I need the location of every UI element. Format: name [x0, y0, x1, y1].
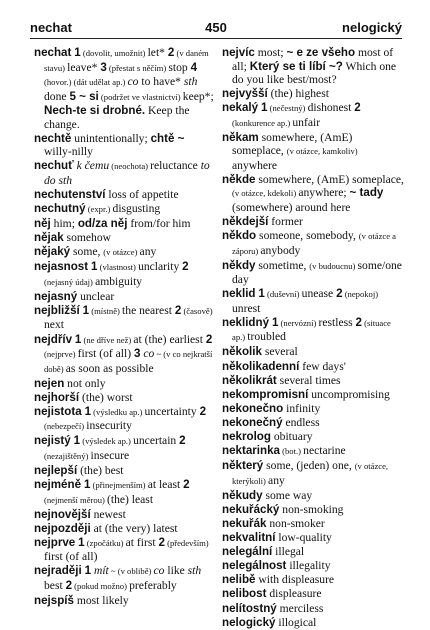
dictionary-entry — [222, 430, 404, 444]
entry-text: (hovor.) (dát udělat ap.) — [44, 77, 128, 87]
entry-text: somewhere, (AmE) someplace, — [232, 130, 353, 158]
entry-text: (vlastnost) — [97, 262, 139, 273]
entry-headword: nejraději — [34, 564, 82, 578]
entry-text: (the) worst — [79, 390, 133, 404]
entry-text: (v otázce, kterýkoli) — [232, 461, 389, 486]
entry-headword: několikadenní — [222, 359, 300, 373]
entry-text: the nearest — [122, 303, 175, 317]
dictionary-entry — [222, 173, 404, 215]
entry-text: Keep the change. — [44, 104, 190, 131]
dictionary-entry — [222, 316, 404, 345]
entry-text: 1 — [78, 535, 85, 549]
entry-text: at first — [125, 535, 159, 549]
entry-text: newest — [90, 507, 126, 521]
entry-text: non-smoking — [279, 502, 344, 516]
entry-text: 2 — [179, 434, 186, 448]
entry-text: ~ tady — [349, 186, 384, 200]
entry-headword: nechutenství — [34, 187, 106, 201]
entry-text: few days' — [299, 359, 346, 373]
dictionary-entry — [222, 259, 404, 287]
entry-text: 2 — [205, 332, 213, 346]
entry-text: (nepokoj) — [342, 289, 379, 300]
entry-text: 1 — [73, 434, 81, 448]
entry-text: illegal — [272, 545, 305, 559]
entry-text: 3 — [100, 60, 107, 74]
entry-text: non-smoker — [266, 516, 325, 530]
entry-text: with displeasure — [255, 573, 335, 587]
dictionary-entry — [34, 564, 214, 593]
dictionary-entry — [34, 231, 214, 245]
entry-text: 5 ~ si — [69, 89, 99, 103]
dictionary-entry — [222, 531, 404, 545]
dictionary-entry — [34, 594, 214, 608]
entry-text: 1 — [84, 564, 92, 578]
entry-headword: nejasný — [34, 289, 78, 303]
entry-text: (nejasný údaj) — [44, 276, 96, 287]
entry-text: disgusting — [112, 201, 161, 215]
entry-text: first (of all) — [44, 550, 98, 564]
dictionary-entry — [222, 517, 404, 531]
entry-text: 2 — [355, 315, 362, 329]
entry-text: from/for him — [127, 216, 191, 230]
entry-text: (duševní) — [264, 289, 302, 300]
dictionary-entry — [222, 573, 404, 587]
entry-text: (časově) — [181, 305, 213, 316]
entry-headword: někdejší — [222, 214, 269, 228]
dictionary-entry — [222, 388, 404, 402]
entry-headword: nejistý — [34, 434, 71, 448]
entry-text: ~ (v oblibě) — [108, 566, 154, 577]
dictionary-entry — [34, 508, 214, 522]
entry-text: 1 — [91, 260, 98, 274]
entry-headword: někudy — [222, 488, 263, 502]
entry-text: displeasure — [266, 587, 322, 601]
dictionary-entry — [222, 489, 404, 503]
entry-text: (the) least — [107, 492, 154, 506]
entry-text: mít — [93, 564, 109, 578]
entry-text: 1 — [83, 478, 91, 492]
entry-text: (ne dříve než) — [81, 334, 134, 345]
entry-headword: někdo — [222, 229, 257, 243]
entry-text: unease — [301, 287, 337, 301]
entry-text: to do sth — [44, 159, 210, 187]
entry-text: (bot.) — [280, 446, 304, 457]
entry-headword: nechuť — [34, 159, 74, 173]
entry-text: 2 — [174, 303, 182, 317]
dictionary-entry — [34, 304, 214, 332]
dictionary-entry — [222, 101, 404, 130]
entry-text: (somewhere) around here — [232, 200, 351, 214]
entry-text: (the) highest — [267, 87, 329, 101]
dictionary-entry — [222, 559, 404, 573]
entry-text: (místně) — [89, 305, 123, 316]
entry-text: several — [261, 345, 298, 359]
entry-text: willy-nilly — [44, 145, 93, 159]
entry-headword: nelogický — [222, 615, 276, 629]
entry-text: (v otázce a záporu) — [232, 231, 396, 256]
entry-text: sth — [187, 564, 202, 578]
entry-text: insecure — [90, 448, 130, 462]
entry-text: sth — [183, 75, 198, 88]
entry-text: (v daném stavu) — [44, 48, 209, 73]
entry-headword: nejistota — [34, 404, 82, 418]
entry-text: 1 — [271, 315, 279, 329]
entry-text: 2 — [336, 287, 343, 301]
entry-text: at (the very) latest — [90, 521, 178, 535]
dictionary-entry — [34, 478, 214, 507]
header-last-word: nelogický — [342, 20, 402, 35]
entry-headword: někam — [222, 130, 259, 144]
entry-text: most likely — [73, 594, 129, 608]
dictionary-entry — [222, 459, 404, 488]
entry-headword: nejen — [34, 376, 65, 390]
entry-text: 1 — [74, 332, 82, 346]
entry-text: next — [44, 318, 64, 332]
entry-headword: někdy — [222, 258, 256, 272]
entry-headword: nekompromisní — [222, 387, 309, 401]
dictionary-entry — [222, 602, 404, 616]
entry-text: (v otázce, kamkoliv) — [286, 146, 358, 157]
entry-text: Which one do you like best/most? — [232, 59, 397, 86]
entry-text: someone, somebody, — [256, 229, 359, 243]
entry-text: some/one day — [232, 258, 402, 287]
entry-text: (konkurence ap.) — [232, 117, 293, 128]
entry-text: od/za něj — [77, 216, 128, 230]
entry-headword: několik — [222, 345, 262, 359]
entry-text: 2 — [199, 404, 207, 418]
dictionary-entry — [34, 217, 214, 231]
entry-text: (neochota) — [109, 161, 151, 172]
entry-text: Který se ti líbí ~? — [249, 59, 343, 73]
entry-text: (výsledku ap.) — [91, 406, 145, 417]
entry-text: illegality — [286, 559, 331, 573]
entry-text: (nejprve) — [44, 349, 78, 360]
entry-text: some way — [262, 488, 313, 502]
entry-text: as soon as possible — [65, 361, 154, 375]
entry-text: (především) — [164, 537, 209, 548]
entry-headword: nejspíš — [34, 594, 74, 608]
entry-headword: nekuřácký — [222, 502, 280, 516]
entry-text: (expr.) — [85, 203, 113, 214]
entry-headword: nelítostný — [222, 601, 277, 615]
entry-text: (zpočátku) — [84, 537, 126, 548]
entry-headword: nejnovější — [34, 507, 91, 521]
entry-text: 2 — [354, 101, 361, 115]
entry-text: most of all; — [232, 46, 394, 73]
entry-text: done — [44, 89, 70, 103]
dictionary-entry — [222, 374, 404, 388]
entry-text: dishonest — [307, 101, 355, 115]
entry-text: 2 — [167, 46, 175, 59]
entry-text: 1 — [84, 404, 92, 418]
entry-text: illogical — [275, 615, 317, 629]
entry-text: 1 — [261, 101, 268, 115]
entry-text: uncompromising — [308, 387, 390, 401]
dictionary-entry — [34, 46, 214, 131]
entry-text: at (the) earliest — [133, 332, 206, 346]
entry-text: reluctance — [150, 159, 201, 173]
entry-text: ~ e ze všeho — [286, 46, 356, 59]
dictionary-entry — [222, 545, 404, 559]
dictionary-entry — [222, 87, 404, 101]
entry-text: first (of all) — [77, 347, 134, 361]
entry-text: co — [153, 564, 165, 578]
entry-text: anywhere — [232, 158, 278, 172]
entry-text: 1 — [258, 287, 265, 301]
entry-headword: nekonečný — [222, 415, 283, 429]
dictionary-entry — [222, 46, 404, 87]
entry-text: sometime, — [255, 258, 310, 272]
dictionary-entry — [34, 405, 214, 434]
entry-text: infinity — [283, 401, 321, 415]
entry-headword: nechtě — [34, 131, 72, 145]
entry-headword: nejvyšší — [222, 87, 268, 101]
entry-text: any — [139, 245, 157, 259]
entry-text: several times — [276, 373, 341, 387]
entry-text: insecurity — [86, 419, 132, 433]
entry-headword: nejprve — [34, 535, 76, 549]
entry-text: like — [164, 564, 188, 578]
entry-text: best — [44, 578, 66, 592]
entry-text: him; — [50, 216, 78, 230]
entry-text: 3 — [134, 347, 141, 361]
entry-text: any — [268, 473, 285, 487]
entry-text: endless — [282, 415, 320, 429]
entry-headword: neklid — [222, 287, 256, 301]
entry-text: unfair — [292, 115, 321, 129]
entry-headword: několikrát — [222, 373, 277, 387]
entry-text: (pokud možno) — [72, 580, 130, 591]
dictionary-entry — [34, 245, 214, 260]
entry-text: anywhere; — [298, 186, 350, 200]
dictionary-entry — [34, 391, 214, 405]
entry-text: ambiguity — [95, 274, 143, 288]
dictionary-entry — [222, 587, 404, 601]
entry-text: (nečestný) — [267, 103, 308, 114]
entry-headword: někde — [222, 172, 256, 186]
entry-text: troubled — [247, 330, 286, 344]
entry-text: (dovolit, umožnit) — [80, 48, 148, 58]
entry-text: somewhere, (AmE) someplace, — [255, 172, 404, 186]
entry-headword: některý — [222, 459, 264, 473]
dictionary-entry — [222, 287, 404, 315]
entry-headword: neklidný — [222, 315, 270, 329]
entry-headword: nelibost — [222, 587, 267, 601]
dictionary-entry — [34, 202, 214, 217]
dictionary-entry — [222, 345, 404, 359]
entry-text: co — [127, 75, 139, 88]
entry-text: let* — [147, 46, 168, 59]
entry-text: (podržet ve vlastnictví) — [98, 91, 183, 102]
entry-text: former — [268, 214, 303, 228]
entry-headword: nelibě — [222, 573, 256, 587]
dictionary-entry — [222, 360, 404, 374]
entry-text: chtě ~ — [150, 131, 185, 145]
entry-text: unintentionally; — [71, 131, 151, 145]
header-rule — [30, 38, 402, 39]
dictionary-entry — [222, 402, 404, 416]
entry-text: preferably — [129, 578, 177, 592]
running-header — [30, 20, 402, 40]
entry-text: (nezajištěný) — [44, 450, 91, 461]
entry-text: 2 — [65, 578, 73, 592]
entry-text: 2 — [183, 478, 190, 492]
entry-headword: nejbližší — [34, 303, 80, 317]
entry-headword: nejlepší — [34, 464, 78, 477]
entry-text: uncertainty — [144, 404, 200, 418]
dictionary-entry — [34, 188, 214, 202]
entry-text: unrest — [232, 301, 261, 315]
entry-headword: nelegálnost — [222, 559, 287, 573]
entry-text: leave* — [67, 60, 101, 74]
entry-headword: nekalý — [222, 101, 259, 115]
entry-text: (nejmenší měrou) — [44, 494, 108, 505]
entry-text: 2 — [182, 260, 189, 274]
right-column — [222, 46, 404, 630]
entry-headword: něj — [34, 216, 51, 230]
entry-text: (přestat s něčím) — [106, 62, 169, 73]
entry-text: ~ (v co nejkratší době) — [44, 349, 213, 374]
dictionary-entry — [222, 503, 404, 517]
entry-text: (nebezpečí) — [44, 421, 87, 432]
dictionary-entry — [222, 616, 404, 630]
dictionary-entry — [34, 522, 214, 536]
entry-text: co — [143, 347, 155, 361]
dictionary-entry — [34, 333, 214, 377]
dictionary-entry — [222, 229, 404, 258]
entry-text: at least — [147, 478, 184, 492]
entry-headword: nekonečno — [222, 401, 284, 415]
entry-text: (v otázce, kdekoli) — [232, 188, 299, 199]
entry-text: unclarity — [138, 260, 183, 274]
entry-text: keep*; — [182, 89, 214, 103]
dictionary-entry — [222, 131, 404, 173]
left-column — [34, 46, 214, 608]
header-first-word: nechat — [30, 20, 72, 35]
entry-headword: nejpozději — [34, 521, 91, 535]
entry-headword: nějak — [34, 231, 64, 245]
entry-text: k čemu — [76, 159, 110, 173]
entry-text: obituary — [270, 430, 313, 443]
entry-text: merciless — [276, 601, 324, 615]
entry-text: 1 — [74, 46, 81, 59]
entry-text: (v budoucnu) — [309, 260, 358, 271]
dictionary-entry — [34, 377, 214, 391]
entry-text: 4 — [190, 60, 198, 74]
entry-headword: nekuřák — [222, 516, 267, 530]
entry-headword: nechat — [34, 46, 72, 59]
entry-headword: nekvalitní — [222, 531, 276, 545]
dictionary-entry — [34, 536, 214, 564]
entry-text: (výsledek ap.) — [80, 436, 134, 447]
entry-text: (v otázce) — [103, 247, 140, 258]
entry-headword: nejméně — [34, 478, 82, 492]
entry-text: anybody — [260, 243, 301, 257]
dictionary-entry — [222, 416, 404, 430]
entry-text: 1 — [82, 303, 90, 317]
entry-text: (the) best — [77, 464, 124, 477]
dictionary-entry — [34, 464, 214, 478]
entry-headword: nechutný — [34, 201, 86, 215]
dictionary-entry — [34, 260, 214, 289]
dictionary-entry — [222, 215, 404, 229]
dictionary-entry — [34, 290, 214, 304]
entry-text: loss of appetite — [105, 187, 179, 201]
dictionary-entry — [34, 132, 214, 159]
entry-text: to have* — [138, 75, 184, 88]
dictionary-entry — [34, 434, 214, 463]
entry-text: (nervózní) — [278, 317, 319, 328]
entry-text: (přinejmenším) — [90, 480, 148, 491]
entry-text: somehow — [63, 231, 111, 245]
entry-text: nectarine — [303, 444, 346, 458]
entry-headword: nejasnost — [34, 260, 89, 274]
entry-headword: nejvíc — [222, 46, 255, 59]
entry-text: Nech-te si drobné. — [44, 104, 146, 117]
page-number: 450 — [205, 20, 227, 35]
entry-headword: nelegální — [222, 545, 273, 559]
entry-text: uncertain — [133, 434, 180, 448]
entry-text: some, (jeden) one, — [263, 459, 355, 473]
entry-text: stop — [168, 60, 191, 74]
entry-headword: nejdřív — [34, 332, 73, 346]
entry-text: not only — [64, 376, 106, 390]
entry-text: restless — [318, 315, 356, 329]
entry-text: 2 — [158, 535, 165, 549]
dictionary-entry — [34, 159, 214, 187]
entry-headword: nějaký — [34, 245, 71, 259]
entry-headword: nekrolog — [222, 430, 271, 443]
entry-text: low-quality — [275, 531, 332, 545]
dictionary-entry — [222, 444, 404, 459]
entry-headword: nejhorší — [34, 390, 80, 404]
entry-text: most; — [254, 46, 287, 59]
entry-text: unclear — [77, 289, 115, 303]
entry-text: some, — [70, 245, 104, 259]
entry-text: (situace ap.) — [232, 317, 391, 343]
entry-headword: nektarinka — [222, 444, 280, 458]
